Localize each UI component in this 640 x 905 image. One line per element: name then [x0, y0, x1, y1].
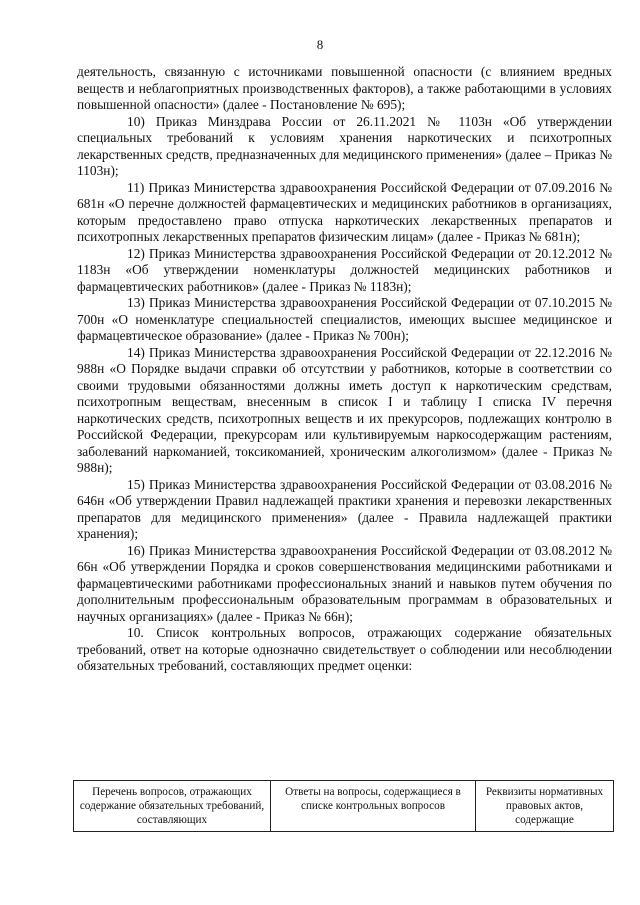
- item-number: 15): [127, 476, 145, 492]
- table-header-answers: Ответы на вопросы, содержащиеся в списке контрольных вопросов: [271, 781, 476, 832]
- paragraph-text: Приказ Министерства здравоохранения Российской Федерации от 22.12.2016 № 988н «О Порядке выдачи справки об отсутствии у работников, которые в соответствии со своими трудовыми обязанностями должны иметь доступ к наркотическим средствам, психотропным веществам, внесенным в список I и таблицу I списка IV перечня наркотических средств, психотропных веществ и их прекурсоров, подлежащих контролю в Российской Федерации, прекурсорам или культивируемым наркосодержащим растениям, заболеваний наркоманией, токсикоманией, хроническим алкоголизмом» (далее - Приказ № 988н);: [77, 344, 612, 475]
- item-number: 10): [127, 113, 145, 129]
- paragraph-item-13: [77, 295, 612, 345]
- paragraph-text: Приказ Минздрава России от 26.11.2021 № 1103н «Об утверждении специальных требований к условиям хранения наркотических и психотропных лекарственных средств, предназначенных для медицинского применения» (далее – Приказ № 1103н);: [77, 113, 612, 178]
- item-number: 12): [127, 245, 145, 261]
- item-number: 14): [127, 344, 145, 360]
- item-number: 16): [127, 542, 145, 558]
- requirements-table: [73, 780, 614, 832]
- paragraph-text: Приказ Министерства здравоохранения Российской Федерации от 07.10.2015 № 700н «О номенклатуре специальностей специалистов, имеющих высшее медицинское и фармацевтическое образование» (далее - Приказ № 700н);: [77, 295, 612, 343]
- paragraph-section-10: [77, 625, 612, 675]
- paragraph-text: Приказ Министерства здравоохранения Российской Федерации от 07.09.2016 № 681н «О перечне должностей фармацевтических и медицинских работников в организациях, которым предоставлено право отпуска наркотических лекарственных препаратов и психотропных лекарственных препаратов физическим лицам» (далее - Приказ № 681н);: [77, 179, 612, 244]
- paragraph-text: Приказ Министерства здравоохранения Российской Федерации от 03.08.2016 № 646н «Об утверждении Правил надлежащей практики хранения и перевозки лекарственных препаратов для медицинского применения» (далее - Правила надлежащей практики хранения);: [77, 476, 612, 541]
- paragraph-item-11: [77, 180, 612, 246]
- paragraph-item-15: [77, 477, 612, 543]
- item-number: 13): [127, 295, 145, 310]
- table-header-row: [74, 781, 614, 832]
- paragraph-item-14: [77, 345, 612, 477]
- document-body: [77, 64, 612, 675]
- table-header-requisites: Реквизиты нормативных правовых актов, содержащие: [476, 781, 614, 832]
- table-header-questions: Перечень вопросов, отражающих содержание обязательных требований, составляющих: [74, 781, 271, 832]
- paragraph-item-10: [77, 114, 612, 180]
- paragraph-item-12: [77, 246, 612, 296]
- paragraph-text: Приказ Министерства здравоохранения Российской Федерации от 03.08.2012 № 66н «Об утверждении Порядка и сроков совершенствования медицинскими работниками и фармацевтическими работниками профессиональных знаний и навыков путем обучения по дополнительным профессиональным образовательным программам в образовательных и научных организациях» (далее - Приказ № 66н);: [77, 542, 612, 624]
- paragraph-continuation: [77, 64, 612, 114]
- page-number: 8: [316, 37, 324, 52]
- item-number: 10.: [127, 625, 144, 640]
- paragraph-item-16: [77, 543, 612, 626]
- paragraph-text: Список контрольных вопросов, отражающих содержание обязательных требований, ответ на которые однозначно свидетельствует о соблюдении или несоблюдении обязательных требований, составляющих предмет оценки:: [77, 625, 612, 673]
- paragraph-text: Приказ Министерства здравоохранения Российской Федерации от 20.12.2012 № 1183н «Об утверждении номенклатуры должностей медицинских работников и фармацевтических работников» (далее - Приказ № 1183н);: [77, 245, 612, 294]
- paragraph-text: деятельность, связанную с источниками повышенной опасности (с влиянием вредных веществ и неблагоприятных производственных факторов), а также работающими в условиях повышенной опасности» (далее - Постановление № 695);: [77, 64, 612, 112]
- item-number: 11): [127, 179, 145, 195]
